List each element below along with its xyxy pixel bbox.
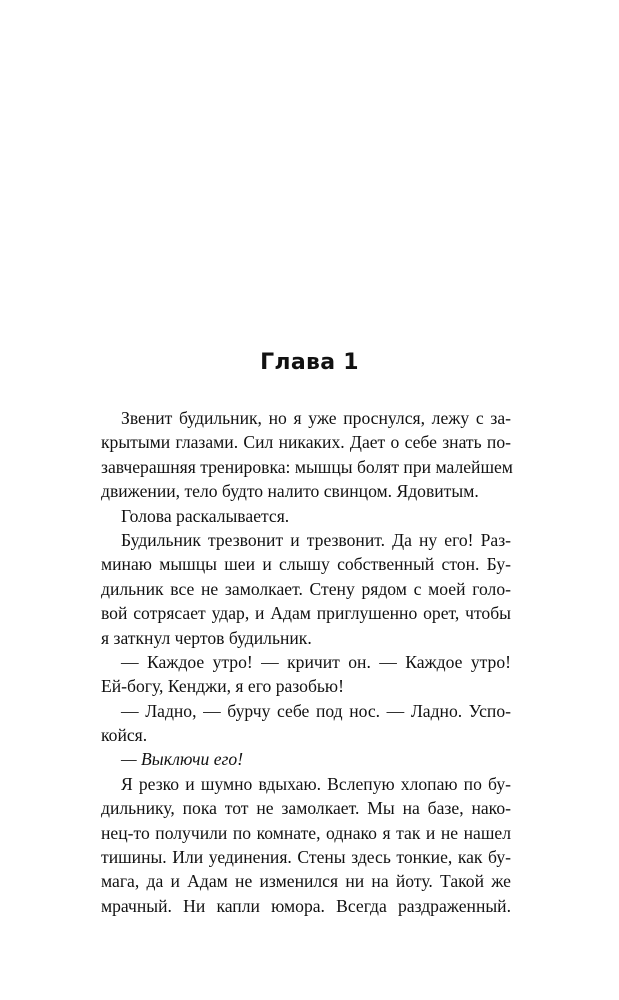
text-line: мрачный. Ни капли юмора. Всегда раздраженный. — [101, 895, 511, 916]
text-line: Ей-богу, Кенджи, я его разобью! — [101, 676, 344, 697]
text-line: — Ладно, — бурчу себе под нос. — Ладно. Успо- — [121, 700, 511, 721]
text-line: дильнику, пока тот не замолкает. Мы на базе, нако- — [101, 798, 511, 819]
chapter-title: Глава 1 — [260, 350, 359, 375]
text-line-italic: — Выключи его! — [121, 749, 244, 770]
text-line: минаю мышцы шеи и слышу собственный стон. Бу- — [101, 554, 511, 575]
text-line: — Каждое утро! — кричит он. — Каждое утро! — [121, 651, 511, 672]
text-line: Голова раскалывается. — [121, 505, 290, 526]
text-line: движении, тело будто налито свинцом. Ядовитым. — [101, 481, 479, 502]
text-line: койся. — [101, 725, 148, 746]
text-line: тишины. Или уединения. Стены здесь тонкие, как бу- — [101, 847, 511, 868]
text-line: Будильник трезвонит и трезвонит. Да ну его! Раз- — [121, 529, 511, 550]
text-line: мага, да и Адам не изменился ни на йоту. Такой же — [101, 871, 511, 892]
text-line: дильник все не замолкает. Стену рядом с моей голо- — [101, 578, 511, 599]
body-text — [101, 406, 511, 918]
text-line: вой сотрясает удар, и Адам приглушенно орет, чтобы — [101, 603, 511, 624]
text-line: Я резко и шумно вдыхаю. Вслепую хлопаю по бу- — [121, 773, 511, 794]
text-line: я заткнул чертов будильник. — [101, 627, 312, 648]
text-line: завчерашняя тренировка: мышцы болят при малейшем — [101, 456, 513, 477]
text-line: нец-то получили по комнате, однако я так и не нашел — [101, 822, 511, 843]
text-line: Звенит будильник, но я уже проснулся, лежу с за- — [121, 408, 511, 428]
text-line: крытыми глазами. Сил никаких. Дает о себе знать по- — [101, 432, 511, 453]
